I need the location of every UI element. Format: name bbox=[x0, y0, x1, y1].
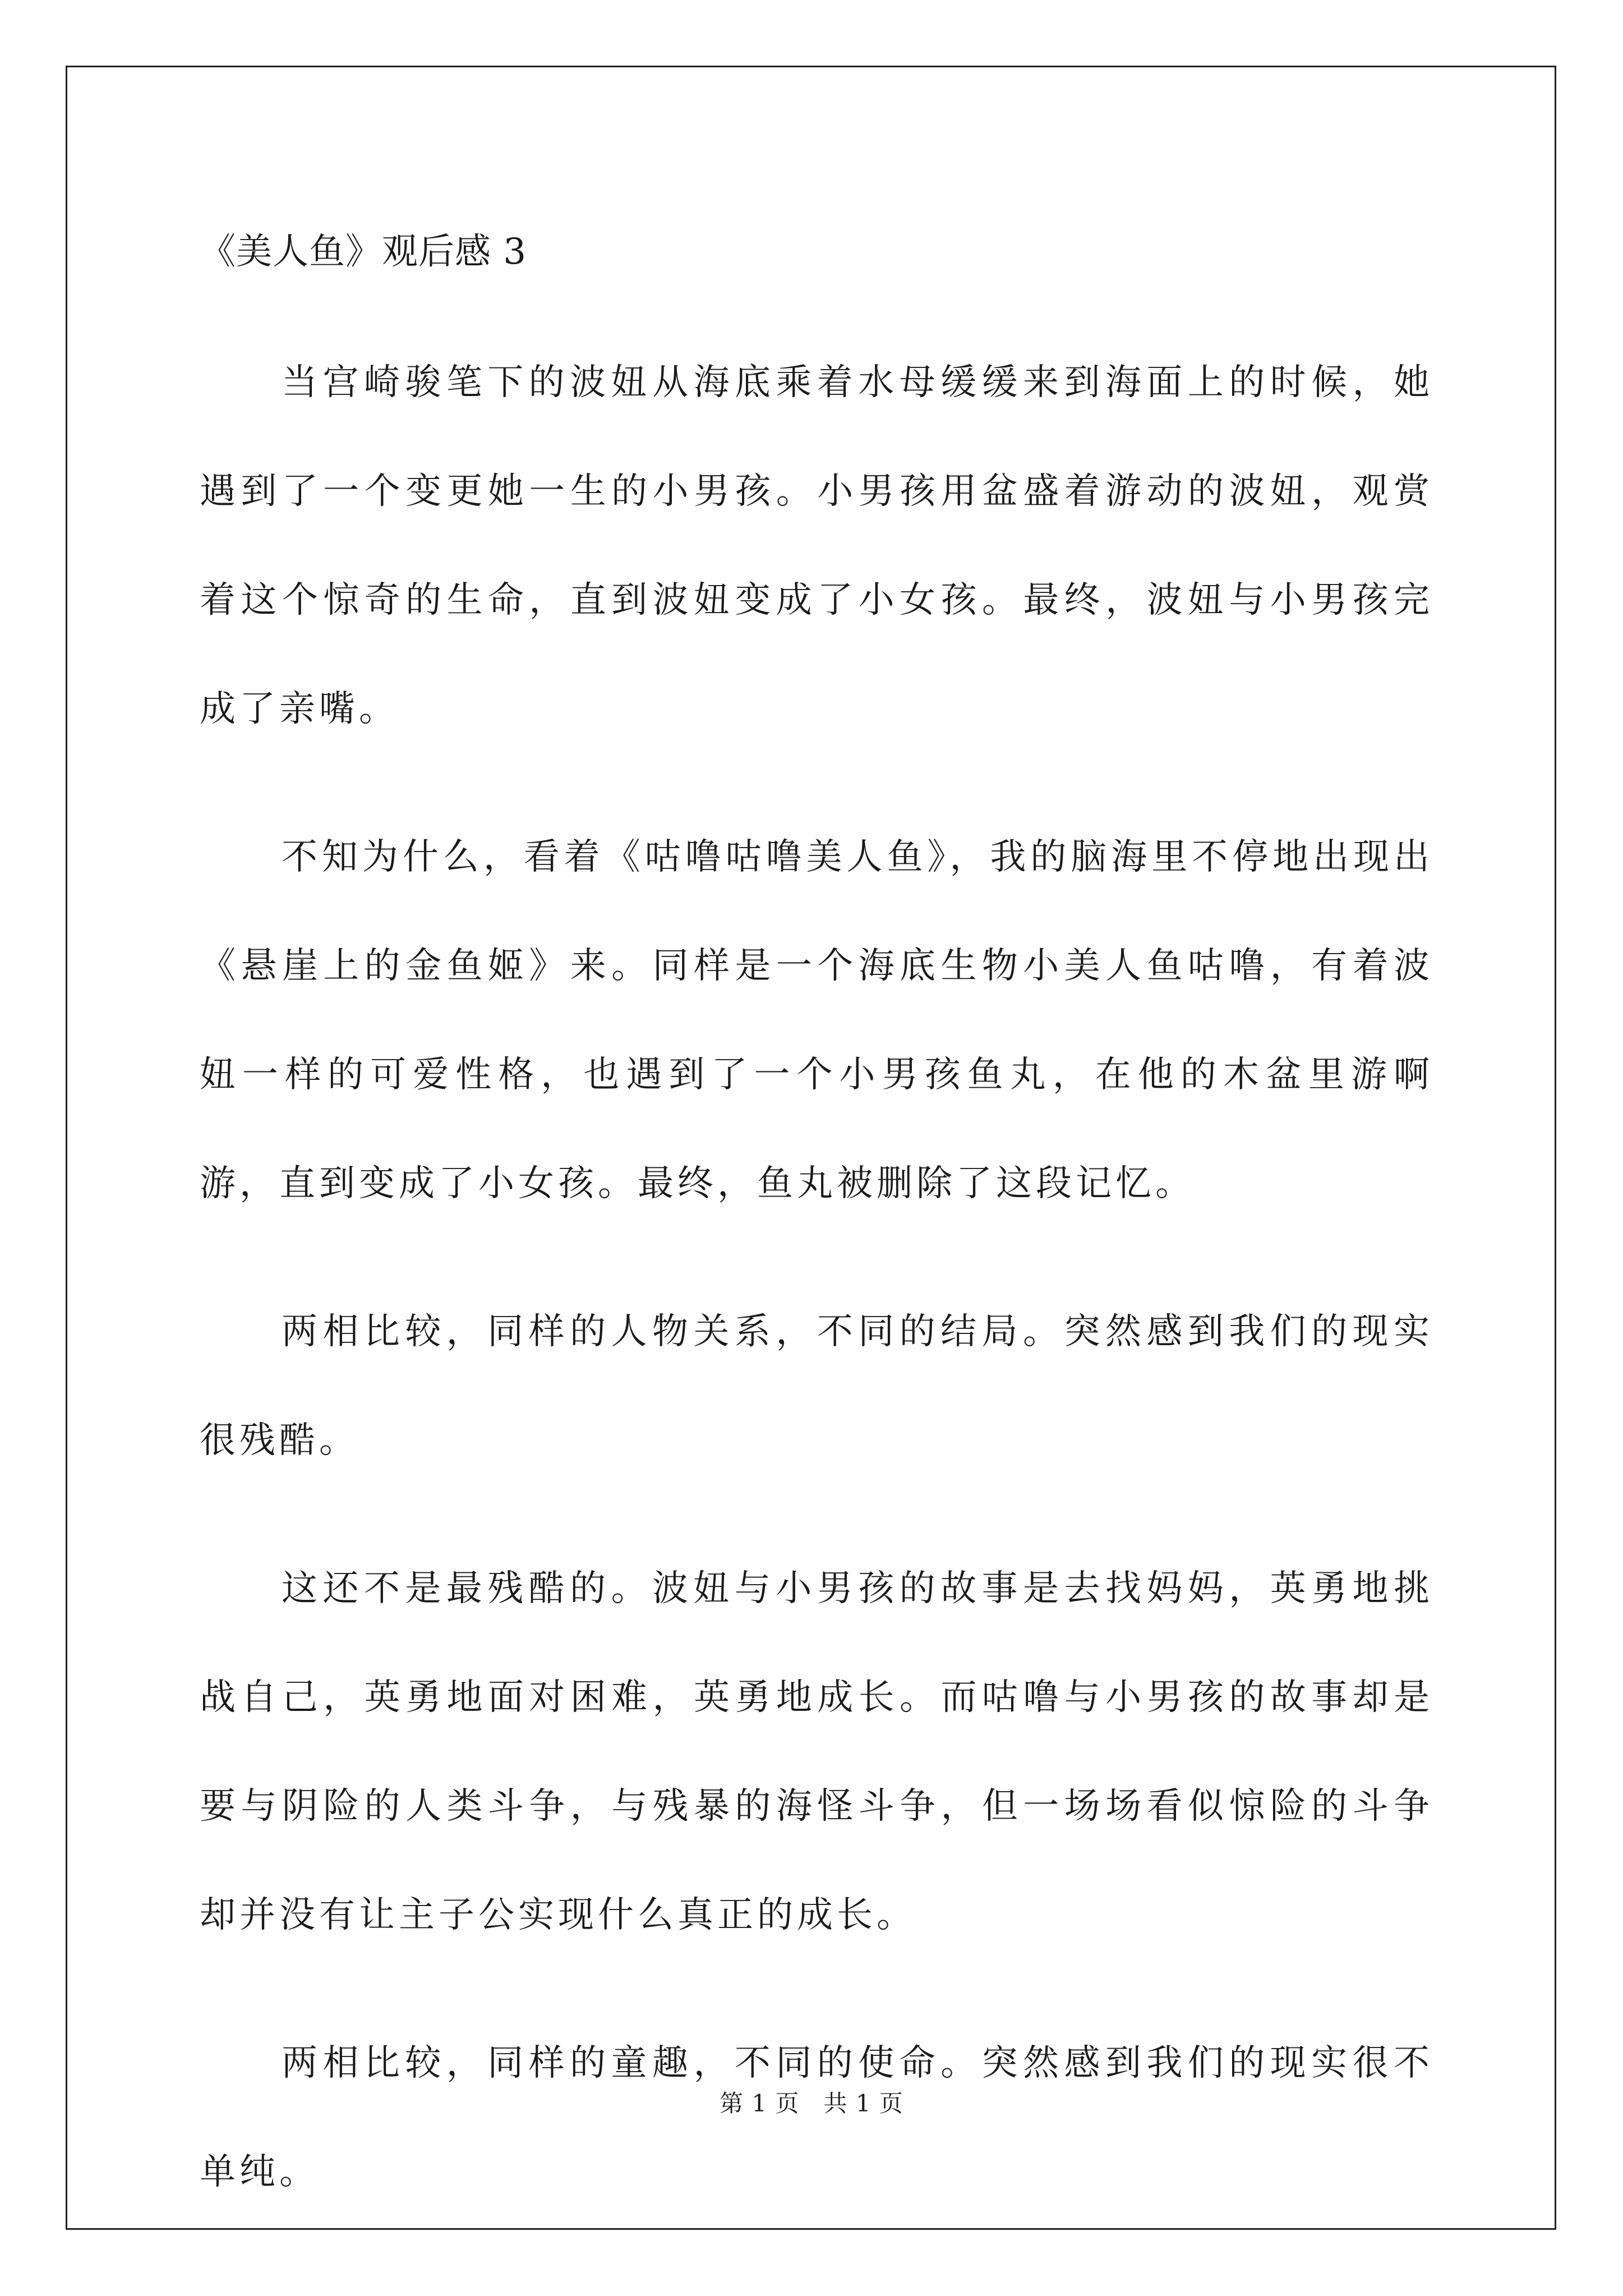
page-footer: 第 1 页 共 1 页 bbox=[720, 2090, 903, 2117]
paragraph-4: 这还不是最残酷的。波妞与小男孩的故事是去找妈妈，英勇地挑战自己，英勇地面对困难，英勇地成长。而咕噜与小男孩的故事却是要与阴险的人类斗争，与残暴的海怪斗争，但一场场看似惊险的斗争却并没有让主子公实现什么真正的成长。 bbox=[200, 1568, 1433, 1936]
document-title: 《美人鱼》观后感 3 bbox=[200, 231, 527, 273]
paragraph-3: 两相比较，同样的人物关系，不同的结局。突然感到我们的现实很残酷。 bbox=[200, 1311, 1433, 1461]
paragraph-1: 当宫崎骏笔下的波妞从海底乘着水母缓缓来到海面上的时候，她遇到了一个变更她一生的小男孩。小男孩用盆盛着游动的波妞，观赏着这个惊奇的生命，直到波妞变成了小女孩。最终，波妞与小男孩完成了亲嘴。 bbox=[200, 362, 1433, 730]
paragraph-5: 两相比较，同样的童趣，不同的使命。突然感到我们的现实很不单纯。 bbox=[200, 2042, 1433, 2193]
paragraph-2: 不知为什么，看着《咕噜咕噜美人鱼》，我的脑海里不停地出现出《悬崖上的金鱼姬》来。同样是一个海底生物小美人鱼咕噜，有着波妞一样的可爱性格，也遇到了一个小男孩鱼丸，在他的木盆里游啊游，直到变成了小女孩。最终，鱼丸被删除了这段记忆。 bbox=[200, 836, 1433, 1204]
document-body bbox=[200, 216, 1433, 2226]
